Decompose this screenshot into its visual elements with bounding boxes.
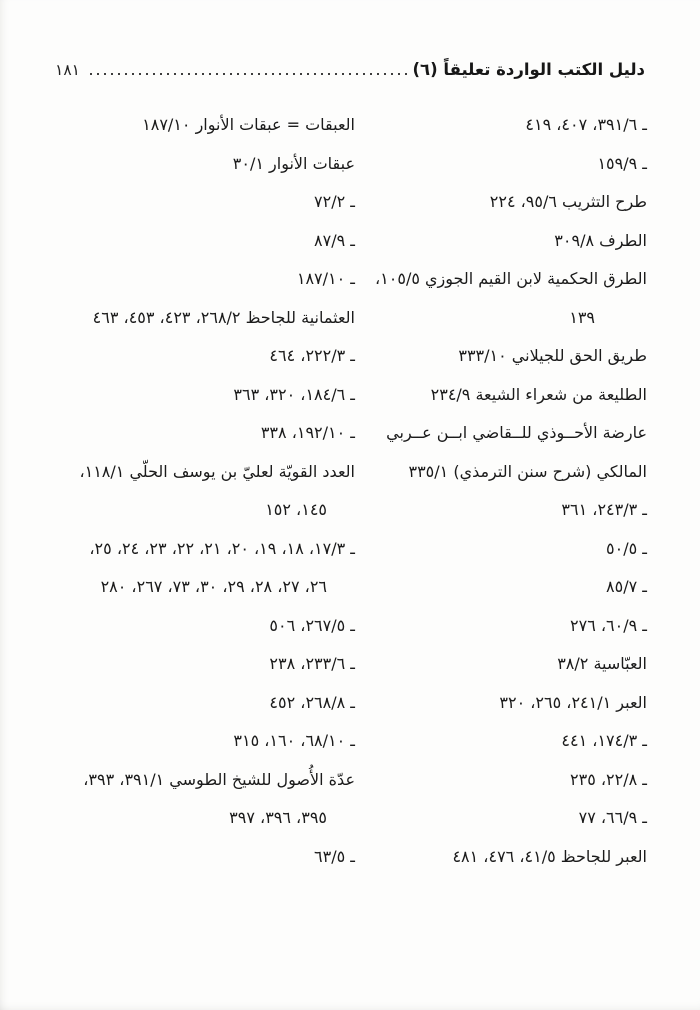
index-entry: العبر ٢٤١/١، ٢٦٥، ٣٢٠ bbox=[499, 692, 647, 712]
index-entry-continuation: ١٣٩ bbox=[569, 307, 595, 327]
index-entry: ـ ١٨٧/١٠ bbox=[296, 269, 355, 288]
index-entry: ـ ١٧٤/٣، ٤٤١ bbox=[561, 731, 647, 750]
index-entry: ـ ٥٠/٥ bbox=[606, 538, 647, 558]
index-entry: العدد القويّة لعليّ بن يوسف الحلّي ١١٨/١، bbox=[79, 461, 355, 481]
index-entry: ـ ٢٢/٨، ٢٣٥ bbox=[570, 769, 647, 789]
index-entry: العبر للجاحظ ٤١/٥، ٤٧٦، ٤٨١ bbox=[452, 846, 647, 866]
index-entry: ـ ١٨٤/٦، ٣٢٠، ٣٦٣ bbox=[233, 384, 355, 404]
index-entry: الطرف ٣٠٩/٨ bbox=[554, 230, 647, 250]
index-entry: عدّة الأُصول للشيخ الطوسي ٣٩١/١، ٣٩٣، bbox=[83, 769, 355, 789]
page-header-title: دليل الكتب الواردة تعليقاً (٦) bbox=[412, 60, 645, 79]
index-entry: ـ ٦٨/١٠، ١٦٠، ٣١٥ bbox=[233, 731, 355, 750]
index-entry: ـ ٢٤٣/٣، ٣٦١ bbox=[561, 500, 647, 519]
index-entry: العبقات = عبقات الأنوار ١٨٧/١٠ bbox=[142, 115, 355, 134]
index-entry: ـ ٢٣٣/٦، ٢٣٨ bbox=[269, 654, 355, 673]
index-entry: ـ ٢٦٨/٨، ٤٥٢ bbox=[269, 692, 355, 712]
index-entry: ـ ١٥٩/٩ bbox=[597, 153, 647, 173]
index-entry: العبّاسية ٣٨/٢ bbox=[557, 654, 647, 673]
index-entry: ـ ٢٦٧/٥، ٥٠٦ bbox=[269, 615, 355, 635]
index-entry: ـ ٦٠/٩، ٢٧٦ bbox=[570, 615, 647, 635]
index-entry: ـ ٧٢/٢ bbox=[314, 192, 355, 211]
index-entry: ـ ٨٧/٩ bbox=[314, 230, 355, 250]
index-entry-continuation: ١٤٥، ١٥٢ bbox=[265, 500, 327, 519]
index-entry: ـ ١٩٢/١٠، ٣٣٨ bbox=[260, 423, 355, 442]
page-number: ١٨١ bbox=[55, 61, 80, 79]
index-entry: طرح التثريب ٩٥/٦، ٢٢٤ bbox=[489, 192, 647, 211]
index-column-left bbox=[55, 106, 355, 876]
index-column-right bbox=[357, 106, 647, 876]
index-entry: العثمانية للجاحظ ٢٦٨/٢، ٤٢٣، ٤٥٣، ٤٦٣ bbox=[92, 307, 355, 327]
index-entry: الطرق الحكمية لابن القيم الجوزي ١٠٥/٥، bbox=[374, 269, 647, 288]
index-entry: عبقات الأنوار ٣٠/١ bbox=[232, 153, 355, 173]
index-entry-continuation: ٢٦، ٢٧، ٢٨، ٢٩، ٣٠، ٧٣، ٢٦٧، ٢٨٠ bbox=[100, 577, 327, 596]
index-entry: عارضة الأحــوذي للــقاضي ابــن عــربي bbox=[386, 423, 647, 442]
index-entry: الطليعة من شعراء الشيعة ٢٣٤/٩ bbox=[430, 384, 647, 404]
page-header bbox=[55, 60, 645, 79]
index-columns bbox=[55, 106, 647, 876]
index-entry: ـ ٢٢٢/٣، ٤٦٤ bbox=[269, 346, 355, 365]
index-entry: ـ ٨٥/٧ bbox=[606, 577, 647, 596]
index-entry-continuation: ٣٩٥، ٣٩٦، ٣٩٧ bbox=[229, 808, 327, 827]
index-entry: طريق الحق للجيلاني ٣٣٣/١٠ bbox=[458, 346, 647, 365]
index-entry: ـ ٦٣/٥ bbox=[314, 846, 355, 866]
index-entry-continuation: المالكي (شرح سنن الترمذي) ٣٣٥/١ bbox=[408, 461, 647, 481]
dotted-leader bbox=[85, 72, 407, 75]
index-entry: ـ ١٧/٣، ١٨، ١٩، ٢٠، ٢١، ٢٢، ٢٣، ٢٤، ٢٥، bbox=[89, 538, 355, 558]
index-entry: ـ ٣٩١/٦، ٤٠٧، ٤١٩ bbox=[525, 115, 647, 134]
index-entry: ـ ٦٦/٩، ٧٧ bbox=[578, 808, 647, 827]
